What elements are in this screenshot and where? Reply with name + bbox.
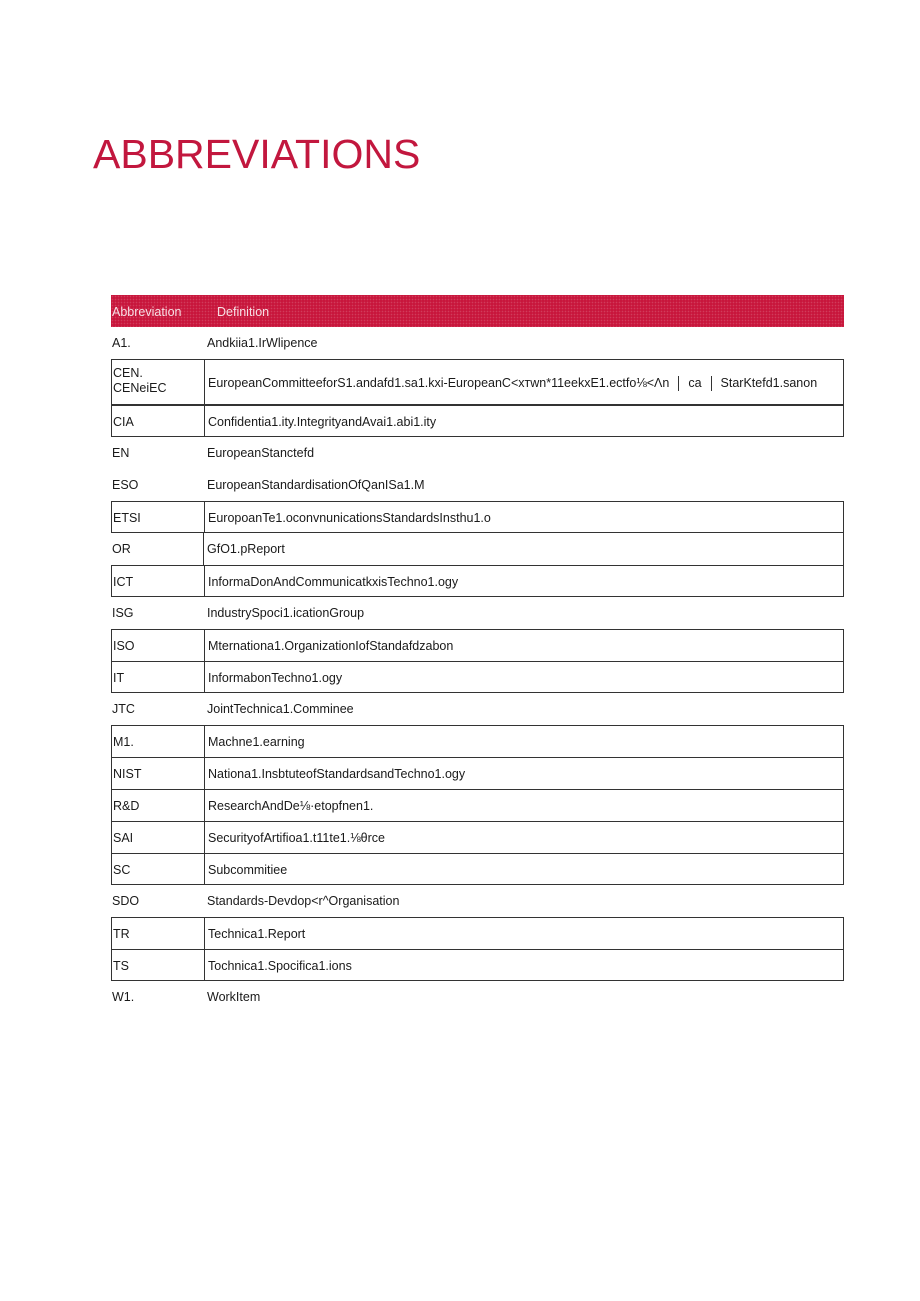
separator — [711, 376, 712, 391]
definition-part: ca — [688, 376, 702, 390]
table-row — [111, 949, 844, 981]
row-definition: Andkiia1.IrWlipence — [207, 336, 318, 350]
column-divider — [204, 360, 205, 404]
row-abbreviation: SAI — [113, 831, 134, 845]
table-row — [111, 853, 844, 885]
row-definition: Tochnica1.Spocifica1.ions — [208, 959, 352, 973]
row-abbreviation: SDO — [112, 894, 140, 908]
row-abbreviation: CEN. CENeiEC — [113, 366, 167, 395]
table-row — [111, 437, 844, 469]
row-abbreviation: NIST — [113, 767, 142, 781]
column-divider — [204, 950, 205, 980]
table-row — [111, 821, 844, 853]
row-definition: Confidentia1.ity.IntegrityandAvai1.abi1.ity — [208, 415, 437, 429]
page-title: ABBREVIATIONS — [93, 131, 421, 177]
row-abbreviation: ETSI — [113, 511, 141, 525]
row-abbreviation: TR — [113, 927, 130, 941]
row-definition: Subcommitiee — [208, 863, 288, 877]
header-definition: Definition — [217, 305, 270, 319]
row-definition: Technica1.Report — [208, 927, 306, 941]
row-abbreviation: W1. — [112, 990, 135, 1004]
table-row — [111, 565, 844, 597]
row-abbreviation: TS — [113, 959, 129, 973]
table-row — [111, 629, 844, 661]
table-row — [111, 359, 844, 405]
table-row — [111, 757, 844, 789]
row-definition: Mternationa1.OrganizationIofStandafdzabon — [208, 639, 454, 653]
definition-part: StarKtefd1.sanon — [720, 376, 818, 390]
row-definition: IndustrySpoci1.icationGroup — [207, 606, 365, 620]
row-definition: Standards-Devdop<r^Organisation — [207, 894, 400, 908]
row-definition: WorkItem — [207, 990, 261, 1004]
row-definition: ResearchAndDe⅛·etopfnen1. — [208, 799, 374, 813]
row-abbreviation: EN — [112, 446, 130, 460]
row-definition: InformabonTechno1.ogy — [208, 671, 343, 685]
row-abbreviation: ESO — [112, 478, 139, 492]
row-abbreviation: ICT — [113, 575, 134, 589]
row-definition: InformaDonAndCommunicatkxisTechno1.ogy — [208, 575, 459, 589]
table-row — [111, 501, 844, 533]
row-definition: JointTechnica1.Comminee — [207, 702, 354, 716]
row-definition: EuropeanStanctefd — [207, 446, 315, 460]
row-abbreviation: ISO — [113, 639, 135, 653]
column-divider — [204, 918, 205, 949]
column-divider — [204, 726, 205, 757]
table-row — [111, 533, 844, 565]
table-row — [111, 693, 844, 725]
separator — [678, 376, 679, 391]
row-abbreviation: SC — [113, 863, 131, 877]
row-definition: EuropeanStandardisationOfQanISa1.M — [207, 478, 425, 492]
table-row — [111, 917, 844, 949]
table-row — [111, 725, 844, 757]
row-abbreviation: OR — [112, 542, 131, 556]
row-abbreviation: CIA — [113, 415, 134, 429]
definition-part: EuropeanCommitteeforS1.andafd1.sa1.kxi-EuropeanC<xтwn*11eekxE1.ectfo⅛<Λn — [208, 376, 670, 390]
row-definition: Machne1.earning — [208, 735, 305, 749]
column-divider — [204, 854, 205, 884]
row-abbreviation: M1. — [113, 735, 134, 749]
row-abbreviation: IT — [113, 671, 125, 685]
column-divider — [204, 406, 205, 436]
row-definition: EuropoanTe1.oconvnunicationsStandardsInsthu1.o — [208, 511, 491, 525]
row-abbreviation: A1. — [112, 336, 131, 350]
column-divider — [203, 533, 204, 565]
table-row — [111, 661, 844, 693]
row-definition: GfO1.pReport — [207, 542, 285, 556]
row-abbreviation: ISG — [112, 606, 134, 620]
column-divider — [204, 630, 205, 661]
column-divider — [204, 566, 205, 596]
column-divider — [204, 662, 205, 692]
table-row — [111, 597, 844, 629]
row-abbreviation: JTC — [112, 702, 135, 716]
row-abbreviation: R&D — [113, 799, 140, 813]
table-row — [111, 789, 844, 821]
table-row — [111, 469, 844, 501]
column-divider — [204, 822, 205, 853]
table-row — [111, 885, 844, 917]
row-definition — [208, 376, 817, 391]
table-row — [111, 981, 844, 1013]
column-divider — [204, 758, 205, 789]
column-divider — [204, 790, 205, 821]
abbreviations-table — [111, 295, 844, 1013]
table-row — [111, 405, 844, 437]
row-definition: Nationa1.InsbtuteofStandardsandTechno1.ogy — [208, 767, 466, 781]
column-divider — [204, 502, 205, 532]
header-abbreviation: Abbreviation — [112, 305, 182, 319]
table-header — [111, 295, 844, 327]
row-definition: SecurityofArtifioa1.t11te1.⅛θrce — [208, 831, 385, 845]
table-row — [111, 327, 844, 359]
